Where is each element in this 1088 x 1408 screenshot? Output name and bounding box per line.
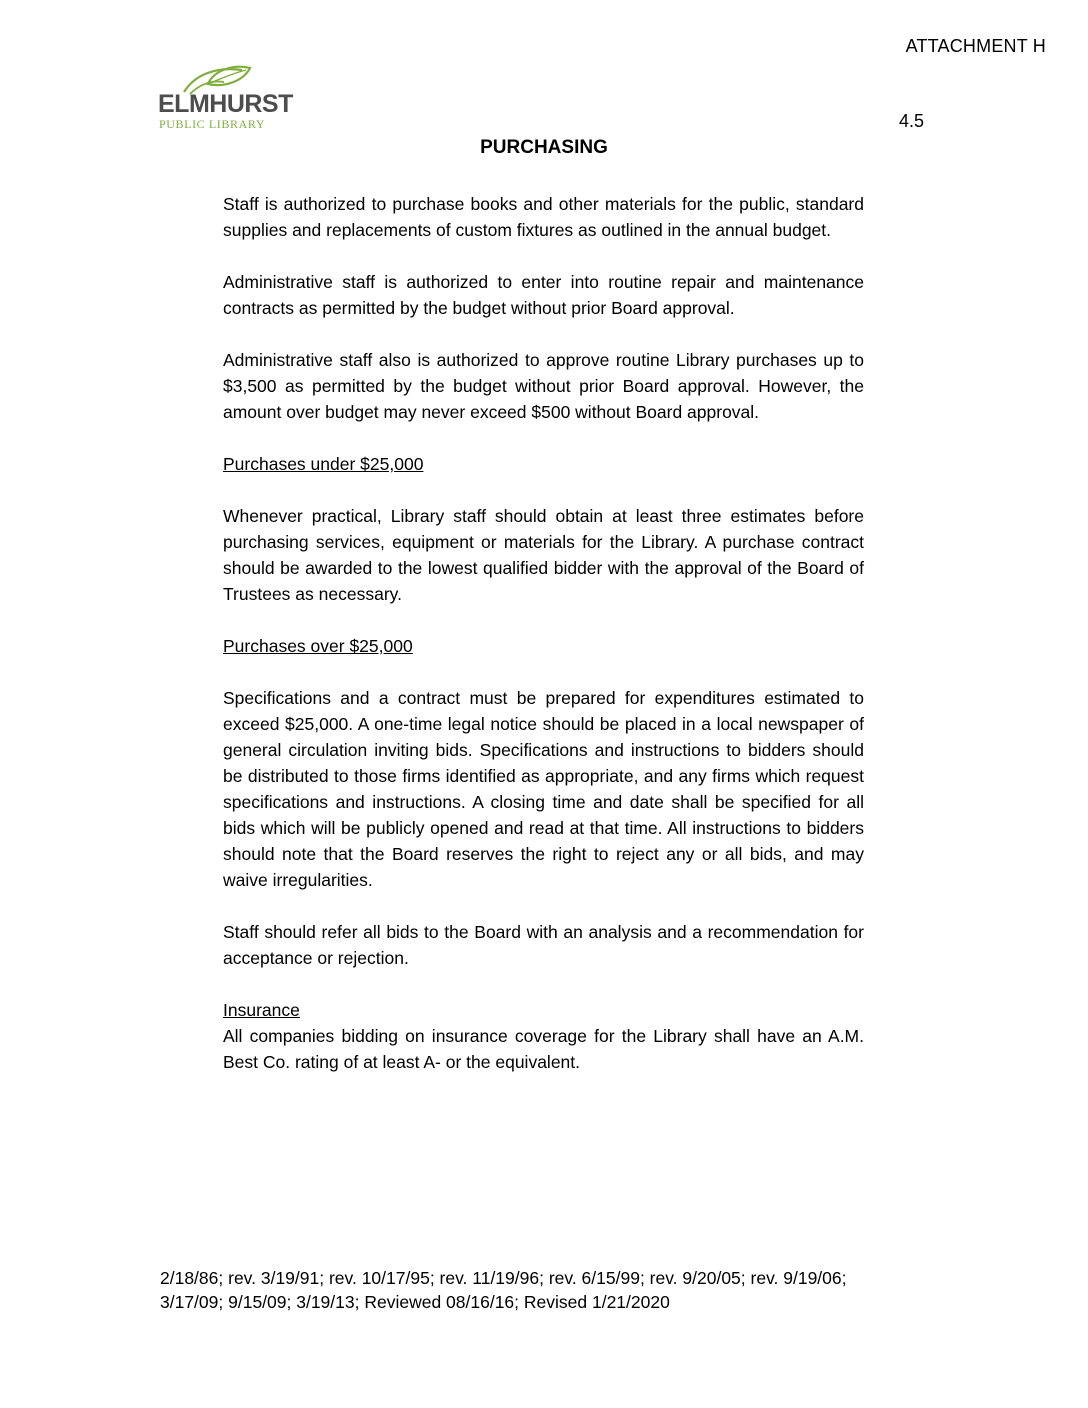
section-number: 4.5 <box>899 111 925 131</box>
revision-history: 2/18/86; rev. 3/19/91; rev. 10/17/95; rev. 11/19/96; rev. 6/15/99; rev. 9/20/05; rev. 9/19/06; 3/17/09; 9/15/09; 3/19/13; Reviewed 08/16/16; Revised 1/21/2020 <box>160 1268 847 1312</box>
logo-name: ELMHURST <box>158 90 293 118</box>
heading-purchases-under: Purchases under $25,000 <box>223 454 424 474</box>
paragraph-materials: Staff is authorized to purchase books and other materials for the public, standard supplies and replacements of custom fixtures as outlined in the annual budget. <box>223 194 864 240</box>
paragraph-insurance: All companies bidding on insurance coverage for the Library shall have an A.M. Best Co. rating of at least A- or the equivalent. <box>223 1026 864 1072</box>
attachment-label: ATTACHMENT H <box>905 36 1046 56</box>
paragraph-purchase-limits: Administrative staff also is authorized to approve routine Library purchases up to $3,500 as permitted by the budget without prior Board approval. However, the amount over budget may never exceed $500 without Board approval. <box>223 350 864 422</box>
library-logo <box>158 62 308 132</box>
heading-purchases-over: Purchases over $25,000 <box>223 636 413 656</box>
page-title: PURCHASING <box>480 137 608 158</box>
paragraph-specifications: Specifications and a contract must be prepared for expenditures estimated to exceed $25,000. A one-time legal notice should be placed in a local newspaper of general circulation inviting bids. Specifications and instructions to bidders should be distributed to those firms identified as appropriate, and any firms which request specifications and instructions. A closing time and date shall be specified for all bids which will be publicly opened and read at that time. All instructions to bidders should note that the Board reserves the right to reject any or all bids, and may waive irregularities. <box>223 688 864 890</box>
heading-insurance: Insurance <box>223 1000 300 1020</box>
paragraph-contracts: Administrative staff is authorized to enter into routine repair and maintenance contracts as permitted by the budget without prior Board approval. <box>223 272 864 318</box>
paragraph-bid-referral: Staff should refer all bids to the Board with an analysis and a recommendation for acceptance or rejection. <box>223 922 864 968</box>
logo-subtitle: PUBLIC LIBRARY <box>159 117 266 131</box>
policy-body <box>223 191 864 1101</box>
paragraph-estimates: Whenever practical, Library staff should obtain at least three estimates before purchasing services, equipment or materials for the Library. A purchase contract should be awarded to the lowest qualified bidder with the approval of the Board of Trustees as necessary. <box>223 506 864 604</box>
